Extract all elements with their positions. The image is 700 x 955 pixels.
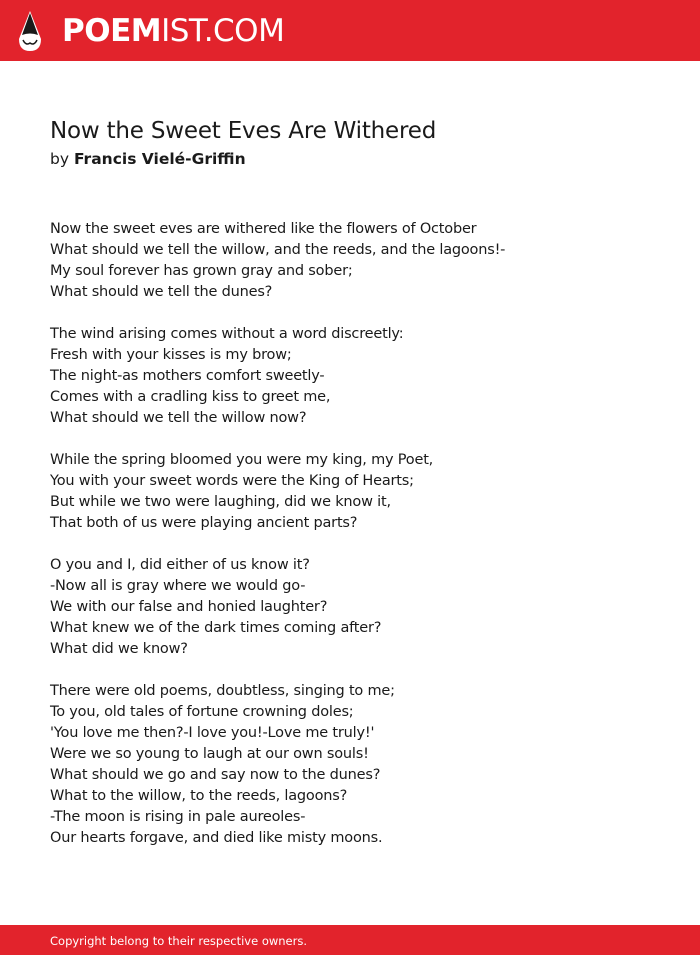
site-footer xyxy=(0,925,700,955)
poem-line: The wind arising comes without a word discreetly: xyxy=(50,326,404,342)
poem-stanza xyxy=(50,324,650,429)
poem-line: What should we tell the willow now? xyxy=(50,410,307,426)
site-header xyxy=(0,0,700,61)
poem-line: Our hearts forgave, and died like misty moons. xyxy=(50,830,383,846)
poem-line: Were we so young to laugh at our own souls! xyxy=(50,746,369,762)
poem-line: What did we know? xyxy=(50,641,188,657)
poem-line: What should we tell the willow, and the reeds, and the lagoons!- xyxy=(50,242,506,258)
poem-line: What to the willow, to the reeds, lagoons? xyxy=(50,788,348,804)
poem-stanza xyxy=(50,681,650,849)
poem-byline xyxy=(50,148,246,170)
poem-line: -Now all is gray where we would go- xyxy=(50,578,306,594)
poem-line: My soul forever has grown gray and sober; xyxy=(50,263,353,279)
copyright-text: Copyright belong to their respective owners. xyxy=(50,934,308,948)
poem-line: Comes with a cradling kiss to greet me, xyxy=(50,389,331,405)
poem-line: Fresh with your kisses is my brow; xyxy=(50,347,292,363)
poem-line: While the spring bloomed you were my king, my Poet, xyxy=(50,452,434,468)
logo-text-light: IST.COM xyxy=(161,13,285,49)
poem-line: What knew we of the dark times coming after? xyxy=(50,620,382,636)
poem-stanza xyxy=(50,219,650,303)
poem-line: There were old poems, doubtless, singing to me; xyxy=(50,683,395,699)
by-label: by xyxy=(50,150,70,168)
site-logo[interactable] xyxy=(62,11,284,51)
poem-line: But while we two were laughing, did we know it, xyxy=(50,494,391,510)
poem-line: -The moon is rising in pale aureoles- xyxy=(50,809,306,825)
poem-line: What should we go and say now to the dunes? xyxy=(50,767,381,783)
poem-stanza xyxy=(50,555,650,660)
poem-author: Francis Vielé-Griffin xyxy=(73,150,246,168)
poem-body xyxy=(50,219,650,870)
logo-text-bold: POEM xyxy=(62,13,162,49)
poem-line: To you, old tales of fortune crowning doles; xyxy=(50,704,354,720)
pen-nib-icon[interactable] xyxy=(17,10,43,52)
poem-line: What should we tell the dunes? xyxy=(50,284,273,300)
poem-title: Now the Sweet Eves Are Withered xyxy=(50,118,437,144)
poem-line: The night-as mothers comfort sweetly- xyxy=(50,368,325,384)
poem-line: O you and I, did either of us know it? xyxy=(50,557,310,573)
poem-line: 'You love me then?-I love you!-Love me truly!' xyxy=(50,725,375,741)
poem-line: You with your sweet words were the King of Hearts; xyxy=(50,473,414,489)
poem-line: We with our false and honied laughter? xyxy=(50,599,328,615)
poem-line: That both of us were playing ancient parts? xyxy=(50,515,358,531)
poem-line: Now the sweet eves are withered like the flowers of October xyxy=(50,221,477,237)
poem-stanza xyxy=(50,450,650,534)
